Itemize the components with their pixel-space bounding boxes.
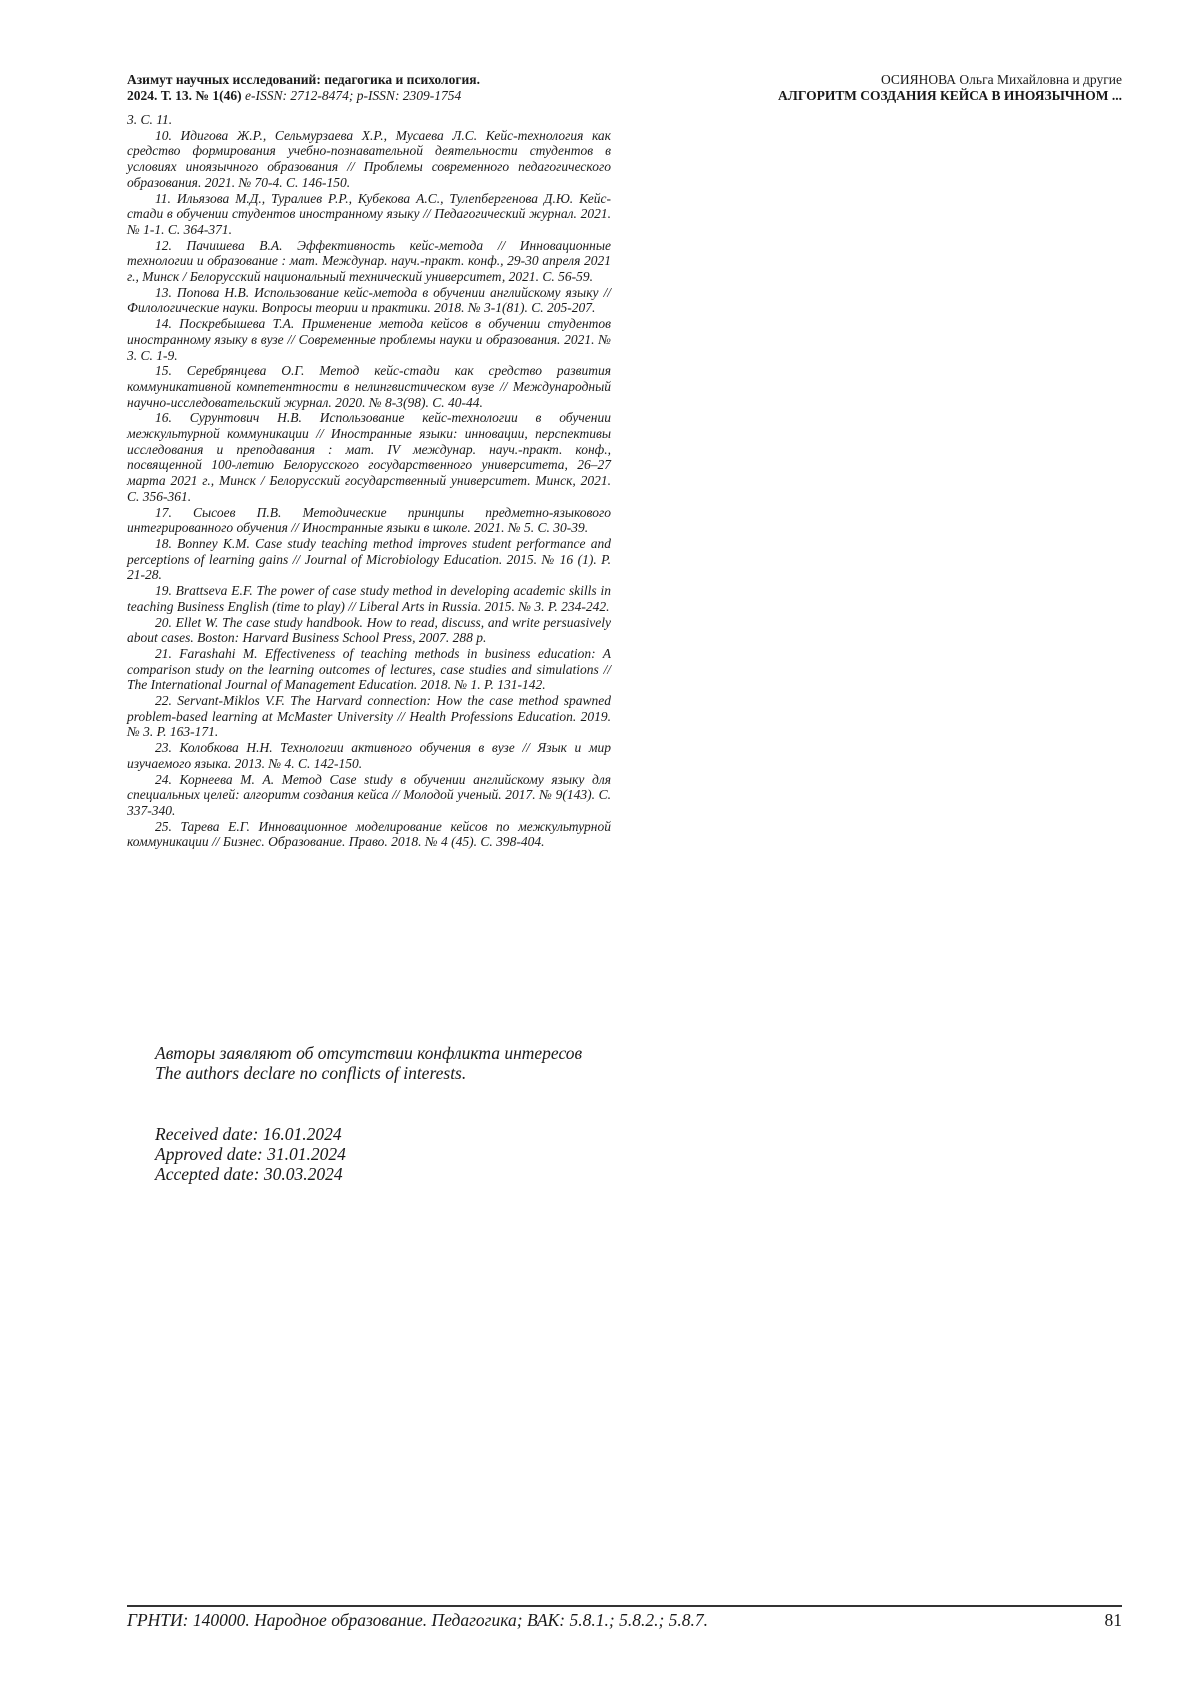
article-running-title: АЛГОРИТМ СОЗДАНИЯ КЕЙСА В ИНОЯЗЫЧНОМ ...	[778, 88, 1122, 103]
received-date: Received date: 16.01.2024	[155, 1124, 342, 1144]
journal-issn: e-ISSN: 2712-8474; p-ISSN: 2309-1754	[241, 88, 462, 103]
reference-item: 21. Farashahi M. Effectiveness of teaching methods in business education: A comparison study on the learning outcomes of lectures, case studies and simulations // The International Journal of Management Education. 2018. № 1. P. 131-142.	[127, 645, 611, 693]
reference-item: 24. Корнеева М. А. Метод Case study в обучении английскому языку для специальных целей: алгоритм создания кейса // Молодой ученый. 2017. № 9(143). С. 337-340.	[127, 771, 611, 818]
reference-item: 16. Сурунтович Н.В. Использование кейс-технологии в обучении межкультурной коммуникации // Иностранные языки: инновации, перспективы исследования и преподавания : мат. IV междунар. науч.-практ. конф., посвященной 100-летию Белорусского государственного университета, 26–27 марта 2021 г., Минск / Белорусский государственный университет. Минск, 2021. С. 356-361.	[127, 410, 611, 504]
reference-item: 13. Попова Н.В. Использование кейс-метода в обучении английскому языку // Филологические науки. Вопросы теории и практики. 2018. № 3-1(81). С. 205-207.	[127, 284, 611, 316]
reference-item: 20. Ellet W. The case study handbook. How to read, discuss, and write persuasively about cases. Boston: Harvard Business School Press, 2007. 288 p.	[127, 614, 611, 646]
article-header	[602, 72, 1122, 104]
article-dates	[155, 1124, 615, 1184]
reference-item: 19. Brattseva E.F. The power of case study method in developing academic skills in teaching Business English (time to play) // Liberal Arts in Russia. 2015. № 3. P. 234-242.	[127, 583, 611, 614]
reference-item: 11. Ильязова М.Д., Туралиев Р.Р., Кубекова А.С., Тулепбергенова Д.Ю. Кейс-стади в обучении студентов иностранному языку // Педагогический журнал. 2021. № 1-1. С. 364-371.	[127, 190, 611, 237]
reference-item: 15. Серебрянцева О.Г. Метод кейс-стади как средство развития коммуникативной компетентности в нелингвистическом вузе // Международный научно-исследовательский журнал. 2020. № 8-3(98). С. 40-44.	[127, 363, 611, 410]
reference-item: 25. Тарева Е.Г. Инновационное моделирование кейсов по межкультурной коммуникации // Бизнес. Образование. Право. 2018. № 4 (45). С. 398-404.	[127, 818, 611, 850]
reference-item: 22. Servant-Miklos V.F. The Harvard connection: How the case method spawned problem-based learning at McMaster University // Health Professions Education. 2019. № 3. P. 163-171.	[127, 693, 611, 740]
conflict-declaration-ru: Авторы заявляют об отсутствии конфликта интересов	[155, 1043, 583, 1063]
conflict-declaration	[127, 1043, 611, 1083]
footer-divider	[127, 1605, 1122, 1607]
approved-date: Approved date: 31.01.2024	[155, 1144, 346, 1164]
journal-title: Азимут научных исследований: педагогика и психология.	[127, 72, 480, 87]
reference-item: 17. Сысоев П.В. Методические принципы предметно-языкового интегрированного обучения // Иностранные языки в школе. 2021. № 5. С. 30-39.	[127, 504, 611, 536]
reference-item: 14. Поскребышева Т.А. Применение метода кейсов в обучении студентов иностранному языку в вузе // Современные проблемы науки и образования. 2021. № 3. С. 1-9.	[127, 316, 611, 363]
reference-item: 10. Идигова Ж.Р., Сельмурзаева Х.Р., Мусаева Л.С. Кейс-технология как средство формирования учебно-познавательной деятельности студентов в условиях иноязычного образования // Проблемы современного педагогического образования. 2021. № 70-4. С. 146-150.	[127, 127, 611, 190]
reference-item: 3. С. 11.	[127, 112, 173, 127]
journal-volume: 2024. Т. 13. № 1(46)	[127, 88, 242, 103]
reference-item: 18. Bonney K.M. Case study teaching method improves student performance and perceptions of learning gains // Journal of Microbiology Education. 2015. № 16 (1). P. 21-28.	[127, 535, 611, 583]
footer-classification: ГРНТИ: 140000. Народное образование. Педагогика; ВАК: 5.8.1.; 5.8.2.; 5.8.7.	[127, 1610, 709, 1630]
article-authors: ОСИЯНОВА Ольга Михайловна и другие	[880, 72, 1122, 87]
page-number: 81	[1104, 1610, 1122, 1630]
conflict-declaration-en: The authors declare no conflicts of interests.	[155, 1063, 467, 1083]
reference-list	[127, 112, 611, 850]
reference-item: 23. Колобкова Н.Н. Технологии активного обучения в вузе // Язык и мир изучаемого языка. 2013. № 4. С. 142-150.	[127, 740, 611, 771]
accepted-date: Accepted date: 30.03.2024	[155, 1164, 343, 1184]
reference-item: 12. Пачишева В.А. Эффективность кейс-метода // Инновационные технологии и образование : мат. Междунар. науч.-практ. конф., 29-30 апреля 2021 г., Минск / Белорусский национальный технический университет, 2021. С. 56-59.	[127, 237, 611, 285]
